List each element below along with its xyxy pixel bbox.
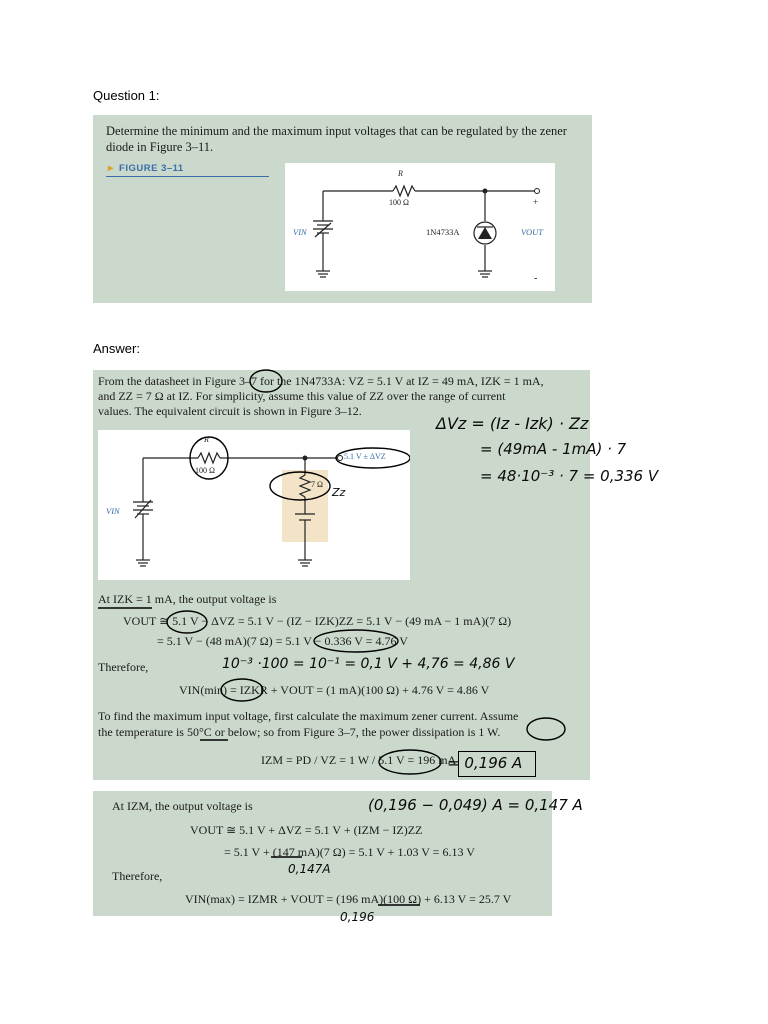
r-value: 100 Ω — [389, 198, 409, 207]
vin-min: VIN(min) = IZKR + VOUT = (1 mA)(100 Ω) + 4.76 V = 4.86 V — [179, 683, 490, 697]
vout-label: VOUT — [521, 227, 543, 237]
izk-line: At IZK = 1 mA, the output voltage is — [98, 592, 277, 606]
max-line-2: the temperature is 50°C or below; so from Figure 3–7, the power dissipation is 1 W. — [98, 725, 501, 739]
vout2-line-2: = 5.1 V + (147 mA)(7 Ω) = 5.1 V + 1.03 V = 6.13 V — [224, 845, 475, 859]
out-label: 5.1 V ± ΔVZ — [344, 452, 386, 461]
question-text: Determine the minimum and the maximum input voltages that can be regulated by the zener diode in Figure 3–11. — [106, 124, 567, 154]
max-intro — [98, 708, 518, 740]
hw-delta-v-3: = 48·10⁻³ · 7 = 0,336 V — [480, 467, 659, 485]
circuit-3-11 — [285, 163, 555, 291]
therefore-2: Therefore, — [112, 869, 163, 883]
vin-max: VIN(max) = IZMR + VOUT = (196 mA)(100 Ω) + 6.13 V = 25.7 V — [185, 892, 512, 906]
hw-min-calc: 10⁻³ ·100 = 10⁻¹ = 0,1 V + 4,76 = 4,86 V — [222, 656, 515, 672]
answer-heading: Answer: — [93, 341, 140, 356]
question-heading: Question 1: — [93, 88, 160, 103]
hw-delta-v-1: ΔVz = (Iz - Izk) · Zz — [436, 414, 589, 433]
max-line-1: To find the maximum input voltage, first calculate the maximum zener current. Assume — [98, 709, 519, 723]
vin-label-2: VIN — [106, 506, 120, 516]
vout-line-2: = 5.1 V − (48 mA)(7 Ω) = 5.1 V − 0.336 V = 4.76 V — [157, 634, 408, 648]
figure-3-12 — [98, 430, 410, 580]
hw-result-box — [458, 751, 536, 777]
hw-under-147: 0,147A — [288, 862, 331, 876]
intro-line-1: From the datasheet in Figure 3–7 for the 1N4733A: VZ = 5.1 V at IZ = 49 mA, IZK = 1 mA, — [98, 374, 544, 388]
figure-label — [106, 163, 184, 174]
vin-label: VIN — [293, 227, 307, 237]
therefore-1: Therefore, — [98, 660, 149, 674]
hw-izm-result: = 0,196 A — [447, 754, 523, 772]
intro-line-2: and ZZ = 7 Ω at IZ. For simplicity, assume this value of ZZ over the range of current — [98, 389, 506, 403]
figure-label-text: FIGURE 3–11 — [119, 163, 184, 174]
izm-formula: IZM = PD / VZ = 1 W / 5.1 V = 196 mA — [261, 753, 457, 767]
figure-3-11 — [285, 163, 555, 291]
r-label-2: R — [204, 435, 209, 444]
diode-label: 1N4733A — [426, 227, 460, 237]
question-panel — [93, 115, 592, 303]
zz-value: 7 Ω — [311, 480, 323, 489]
figure-underline — [106, 176, 269, 177]
plus-sign: + — [533, 197, 539, 207]
hw-delta-i: (0,196 − 0,049) A = 0,147 A — [368, 796, 583, 814]
r-value-2: 100 Ω — [195, 466, 215, 475]
intro-text — [98, 374, 544, 419]
hw-under-196: 0,196 — [340, 910, 375, 924]
vout-line-1: VOUT ≅ 5.1 V − ΔVZ = 5.1 V − (IZ − IZK)ZZ = 5.1 V − (49 mA − 1 mA)(7 Ω) — [123, 614, 512, 628]
hw-delta-v-2: = (49mA - 1mA) · 7 — [480, 440, 627, 458]
intro-line-3: values. The equivalent circuit is shown in Figure 3–12. — [98, 404, 362, 418]
minus-sign: - — [534, 273, 538, 284]
hw-zz: Zz — [332, 486, 346, 499]
r-label: R — [398, 169, 403, 178]
figure-arrow-icon: ► — [106, 163, 116, 174]
vout2-line-1: VOUT ≅ 5.1 V + ΔVZ = 5.1 V + (IZM − IZ)ZZ — [190, 823, 423, 837]
izm-line: At IZM, the output voltage is — [112, 799, 253, 813]
